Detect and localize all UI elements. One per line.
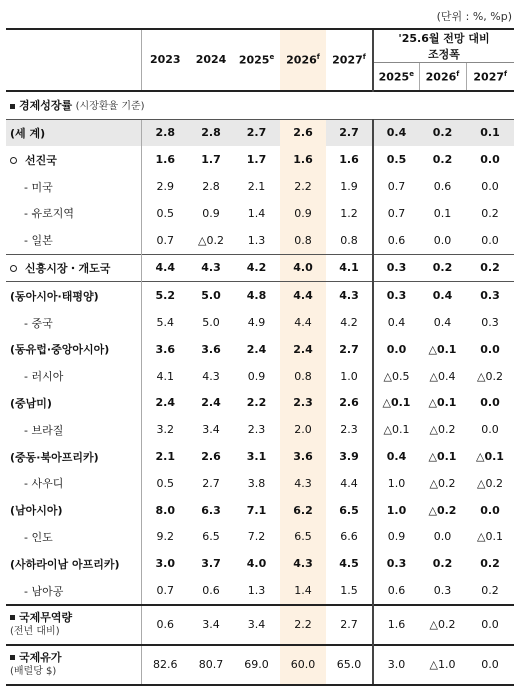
value-cell: 2.1 bbox=[141, 443, 189, 470]
value-cell: 0.7 bbox=[141, 577, 189, 605]
revision-cell: △0.1 bbox=[428, 450, 457, 464]
revision-cell: 1.0 bbox=[373, 470, 419, 497]
value-cell: 5.2 bbox=[141, 282, 189, 309]
value-cell: △0.2 bbox=[198, 233, 224, 247]
value-cell: 2.3 bbox=[280, 390, 326, 417]
row-label: - 러시아 bbox=[24, 370, 64, 384]
value-cell: 1.9 bbox=[340, 180, 358, 194]
value-cell: 0.5 bbox=[141, 470, 189, 497]
value-cell: 4.1 bbox=[326, 254, 373, 282]
value-cell: 3.9 bbox=[339, 450, 359, 464]
trade-note: (전년 대비) bbox=[10, 625, 60, 637]
value-cell: 0.6 bbox=[202, 584, 220, 598]
value-cell: 5.0 bbox=[202, 316, 220, 330]
value-cell: 0.9 bbox=[247, 369, 266, 383]
table-row bbox=[6, 173, 514, 200]
row-label: (동아시아·태평양) bbox=[6, 282, 141, 309]
value-cell: 4.0 bbox=[246, 557, 267, 571]
value-cell: 1.6 bbox=[280, 146, 326, 173]
revision-cell: 0.4 bbox=[419, 282, 466, 309]
revision-cell: 0.3 bbox=[373, 550, 419, 577]
revision-cell: 0.2 bbox=[480, 557, 500, 571]
revision-cell: 3.0 bbox=[373, 645, 419, 685]
year-2024: 2024 bbox=[189, 29, 233, 91]
row-label: - 사우디 bbox=[24, 477, 64, 491]
revision-cell: 0.4 bbox=[433, 316, 452, 330]
value-cell: 2.7 bbox=[339, 342, 359, 356]
value-cell: 2.7 bbox=[202, 476, 220, 490]
value-cell: 4.0 bbox=[280, 254, 326, 282]
value-cell: 4.4 bbox=[280, 309, 326, 336]
value-cell: 2.0 bbox=[280, 416, 326, 443]
year-2025: 2025e bbox=[233, 29, 280, 91]
revision-cell: 0.2 bbox=[481, 206, 499, 220]
value-cell: 4.1 bbox=[141, 363, 189, 390]
value-cell: 2.7 bbox=[326, 119, 373, 146]
revision-cell: △0.2 bbox=[429, 423, 456, 437]
revision-cell: 0.4 bbox=[373, 443, 419, 470]
value-cell: 1.0 bbox=[340, 369, 358, 383]
value-cell: 82.6 bbox=[141, 645, 189, 685]
revision-cell: 0.3 bbox=[373, 254, 419, 282]
value-cell: 1.7 bbox=[201, 153, 221, 167]
revision-cell: 0.0 bbox=[481, 180, 499, 194]
value-cell: 3.6 bbox=[201, 342, 221, 356]
revision-cell: 0.7 bbox=[373, 173, 419, 200]
revision-cell: 0.0 bbox=[466, 645, 514, 685]
rev-year-2026: 2026$^f$ bbox=[419, 63, 466, 91]
value-cell: 4.4 bbox=[340, 476, 358, 490]
revision-cell: 0.3 bbox=[466, 282, 514, 309]
value-cell: 4.3 bbox=[202, 369, 220, 383]
revision-cell: △0.1 bbox=[428, 396, 457, 410]
section-title: 경제성장률 bbox=[19, 99, 73, 113]
trade-row bbox=[6, 605, 514, 645]
value-cell: 0.8 bbox=[280, 363, 326, 390]
value-cell: 0.6 bbox=[141, 605, 189, 645]
revision-cell: △0.2 bbox=[477, 369, 503, 383]
row-label: (중동·북아프리카) bbox=[10, 450, 99, 464]
value-cell: 2.8 bbox=[141, 119, 189, 146]
revision-cell: △0.1 bbox=[373, 390, 419, 417]
revision-cell: 0.0 bbox=[433, 530, 452, 544]
section-title-row bbox=[6, 91, 514, 119]
value-cell: 2.6 bbox=[280, 119, 326, 146]
revision-cell: △1.0 bbox=[419, 645, 466, 685]
table-row bbox=[6, 119, 514, 146]
value-cell: 6.2 bbox=[280, 497, 326, 524]
table-row bbox=[6, 200, 514, 227]
value-cell: 1.3 bbox=[247, 584, 266, 598]
oil-note: (배럴당 $) bbox=[10, 665, 57, 677]
revision-cell: 0.2 bbox=[432, 153, 453, 167]
trade-title: 국제무역량 bbox=[19, 610, 73, 624]
value-cell: 6.5 bbox=[202, 530, 220, 544]
value-cell: 6.5 bbox=[280, 524, 326, 551]
revision-cell: 0.0 bbox=[480, 503, 500, 517]
growth-table bbox=[6, 28, 514, 686]
value-cell: 0.5 bbox=[141, 200, 189, 227]
revision-cell: 0.6 bbox=[433, 180, 452, 194]
revision-cell: △0.2 bbox=[429, 476, 456, 490]
square-bullet-icon bbox=[10, 655, 15, 660]
year-2027: 2027$^f$ bbox=[326, 29, 373, 91]
oil-title: 국제유가 bbox=[19, 650, 62, 664]
value-cell: 0.9 bbox=[202, 206, 220, 220]
value-cell: 4.2 bbox=[233, 254, 280, 282]
revision-cell: 0.3 bbox=[481, 316, 499, 330]
row-label: (남아시아) bbox=[10, 504, 63, 518]
value-cell: 6.5 bbox=[339, 503, 359, 517]
value-cell: 9.2 bbox=[141, 524, 189, 551]
value-cell: 7.1 bbox=[246, 503, 267, 517]
revision-cell: 0.9 bbox=[373, 524, 419, 551]
value-cell: 1.2 bbox=[340, 206, 358, 220]
value-cell: 60.0 bbox=[280, 645, 326, 685]
revision-cell: 0.2 bbox=[481, 584, 499, 598]
year-2023: 2023 bbox=[141, 29, 189, 91]
year-2026: 2026$^f$ bbox=[280, 29, 326, 91]
value-cell: 2.4 bbox=[280, 336, 326, 363]
value-cell: 3.0 bbox=[141, 550, 189, 577]
section-note: (시장환율 기준) bbox=[75, 101, 145, 113]
revision-cell: 0.2 bbox=[419, 119, 466, 146]
table-row bbox=[6, 390, 514, 417]
value-cell: 2.7 bbox=[326, 605, 373, 645]
value-cell: 4.3 bbox=[326, 282, 373, 309]
value-cell: 2.2 bbox=[280, 605, 326, 645]
value-cell: 4.3 bbox=[280, 550, 326, 577]
row-label: (사하라이남 아프리카) bbox=[10, 557, 120, 571]
revision-cell: 0.0 bbox=[373, 336, 419, 363]
value-cell: 80.7 bbox=[189, 645, 233, 685]
revision-cell: △0.1 bbox=[373, 416, 419, 443]
value-cell: 2.4 bbox=[246, 342, 267, 356]
table-body bbox=[6, 119, 514, 685]
revision-cell: 0.0 bbox=[480, 153, 500, 167]
value-cell: 5.4 bbox=[141, 309, 189, 336]
revision-cell: 0.4 bbox=[373, 309, 419, 336]
value-cell: 65.0 bbox=[326, 645, 373, 685]
value-cell: 1.7 bbox=[246, 153, 267, 167]
row-label: (중남미) bbox=[10, 396, 52, 410]
value-cell: 69.0 bbox=[233, 645, 280, 685]
table-row bbox=[6, 309, 514, 336]
row-label: 신흥시장・개도국 bbox=[6, 254, 141, 282]
revision-cell: 0.7 bbox=[373, 200, 419, 227]
value-cell: 5.0 bbox=[189, 282, 233, 309]
header-row-1 bbox=[6, 29, 514, 63]
row-label: - 중국 bbox=[24, 316, 53, 330]
value-cell: 2.3 bbox=[247, 423, 266, 437]
revision-cell: 0.1 bbox=[466, 119, 514, 146]
value-cell: 4.3 bbox=[280, 470, 326, 497]
square-bullet-icon bbox=[10, 104, 15, 109]
value-cell: 2.4 bbox=[201, 396, 221, 410]
unit-note: (단위 : %, %p) bbox=[436, 10, 512, 23]
revision-cell: 0.3 bbox=[433, 584, 452, 598]
value-cell: 2.8 bbox=[202, 180, 220, 194]
value-cell: 2.6 bbox=[201, 450, 221, 464]
table-row bbox=[6, 443, 514, 470]
revision-cell: 0.2 bbox=[432, 557, 453, 571]
revision-cell: △0.1 bbox=[476, 450, 504, 464]
revision-cell: 0.0 bbox=[466, 605, 514, 645]
table-row bbox=[6, 227, 514, 254]
value-cell: 3.6 bbox=[141, 336, 189, 363]
table-row bbox=[6, 524, 514, 551]
revision-cell: △0.2 bbox=[477, 476, 503, 490]
value-cell: 3.1 bbox=[246, 450, 267, 464]
square-bullet-icon bbox=[10, 615, 15, 620]
value-cell: 1.3 bbox=[247, 233, 266, 247]
value-cell: 1.6 bbox=[339, 153, 359, 167]
revision-cell: 0.6 bbox=[373, 577, 419, 605]
row-label: 선진국 bbox=[6, 146, 141, 173]
circle-bullet-icon bbox=[10, 265, 17, 272]
revision-cell: 0.0 bbox=[433, 233, 452, 247]
table-row bbox=[6, 416, 514, 443]
value-cell: 4.3 bbox=[189, 254, 233, 282]
revision-cell: 0.5 bbox=[373, 146, 419, 173]
value-cell: 3.4 bbox=[189, 605, 233, 645]
table-row bbox=[6, 363, 514, 390]
revision-cell: 0.0 bbox=[481, 423, 499, 437]
value-cell: 6.3 bbox=[201, 503, 221, 517]
value-cell: 3.8 bbox=[247, 476, 266, 490]
table-row bbox=[6, 282, 514, 309]
table-row bbox=[6, 254, 514, 282]
revision-cell: △0.4 bbox=[429, 369, 456, 383]
value-cell: 8.0 bbox=[141, 497, 189, 524]
rev-year-2027: 2027$^f$ bbox=[466, 63, 514, 91]
value-cell: 4.8 bbox=[233, 282, 280, 309]
circle-bullet-icon bbox=[10, 157, 17, 164]
value-cell: 0.7 bbox=[141, 227, 189, 254]
table-row bbox=[6, 336, 514, 363]
value-cell: 3.4 bbox=[233, 605, 280, 645]
table-row bbox=[6, 470, 514, 497]
value-cell: 2.9 bbox=[141, 173, 189, 200]
revision-cell: 0.2 bbox=[466, 254, 514, 282]
revision-cell: △0.5 bbox=[373, 363, 419, 390]
table-row bbox=[6, 577, 514, 605]
value-cell: 2.2 bbox=[246, 396, 267, 410]
value-cell: 7.2 bbox=[247, 530, 266, 544]
value-cell: 1.6 bbox=[141, 146, 189, 173]
revision-cell: 0.6 bbox=[373, 227, 419, 254]
row-label: - 미국 bbox=[24, 180, 53, 194]
row-label: - 일본 bbox=[24, 234, 53, 248]
row-label: (세 계) bbox=[6, 119, 141, 146]
row-label: - 유로지역 bbox=[24, 207, 74, 221]
value-cell: 3.7 bbox=[201, 557, 221, 571]
value-cell: 1.4 bbox=[280, 577, 326, 605]
revision-cell: △0.1 bbox=[477, 530, 503, 544]
table-row bbox=[6, 146, 514, 173]
revision-cell: △0.2 bbox=[428, 503, 457, 517]
row-label: (동유럽·중앙아시아) bbox=[10, 343, 110, 357]
value-cell: 2.1 bbox=[247, 180, 266, 194]
corner-cell bbox=[6, 29, 141, 91]
revision-cell: 1.6 bbox=[373, 605, 419, 645]
value-cell: 2.8 bbox=[189, 119, 233, 146]
revision-cell: △0.1 bbox=[428, 342, 457, 356]
value-cell: 3.2 bbox=[141, 416, 189, 443]
value-cell: 2.6 bbox=[339, 396, 359, 410]
value-cell: 4.2 bbox=[340, 316, 358, 330]
value-cell: 4.9 bbox=[247, 316, 266, 330]
value-cell: 1.5 bbox=[340, 584, 358, 598]
oil-row bbox=[6, 645, 514, 685]
value-cell: 4.5 bbox=[339, 557, 359, 571]
value-cell: 2.4 bbox=[141, 390, 189, 417]
revision-cell: 0.1 bbox=[433, 206, 452, 220]
value-cell: 4.4 bbox=[280, 282, 326, 309]
value-cell: 3.4 bbox=[202, 423, 220, 437]
revision-cell: 0.0 bbox=[480, 342, 500, 356]
revision-cell: 0.2 bbox=[419, 254, 466, 282]
row-label: - 브라질 bbox=[24, 423, 64, 437]
value-cell: 1.4 bbox=[247, 206, 266, 220]
revision-cell: △0.2 bbox=[419, 605, 466, 645]
revision-cell: 0.4 bbox=[373, 119, 419, 146]
value-cell: 0.8 bbox=[340, 233, 358, 247]
revision-header: '25.6월 전망 대비 조정폭 bbox=[373, 29, 514, 63]
table-row bbox=[6, 550, 514, 577]
value-cell: 3.6 bbox=[280, 443, 326, 470]
rev-year-2025: 2025e bbox=[373, 63, 419, 91]
revision-cell: 0.0 bbox=[481, 233, 499, 247]
value-cell: 2.7 bbox=[233, 119, 280, 146]
revision-cell: 0.3 bbox=[373, 282, 419, 309]
revision-cell: 1.0 bbox=[373, 497, 419, 524]
value-cell: 0.8 bbox=[280, 227, 326, 254]
value-cell: 2.2 bbox=[280, 173, 326, 200]
row-label: - 인도 bbox=[24, 530, 53, 544]
value-cell: 0.9 bbox=[280, 200, 326, 227]
row-label: - 남아공 bbox=[24, 584, 64, 598]
value-cell: 6.6 bbox=[340, 530, 358, 544]
revision-cell: 0.0 bbox=[480, 396, 500, 410]
value-cell: 2.3 bbox=[340, 423, 358, 437]
table-row bbox=[6, 497, 514, 524]
value-cell: 4.4 bbox=[141, 254, 189, 282]
